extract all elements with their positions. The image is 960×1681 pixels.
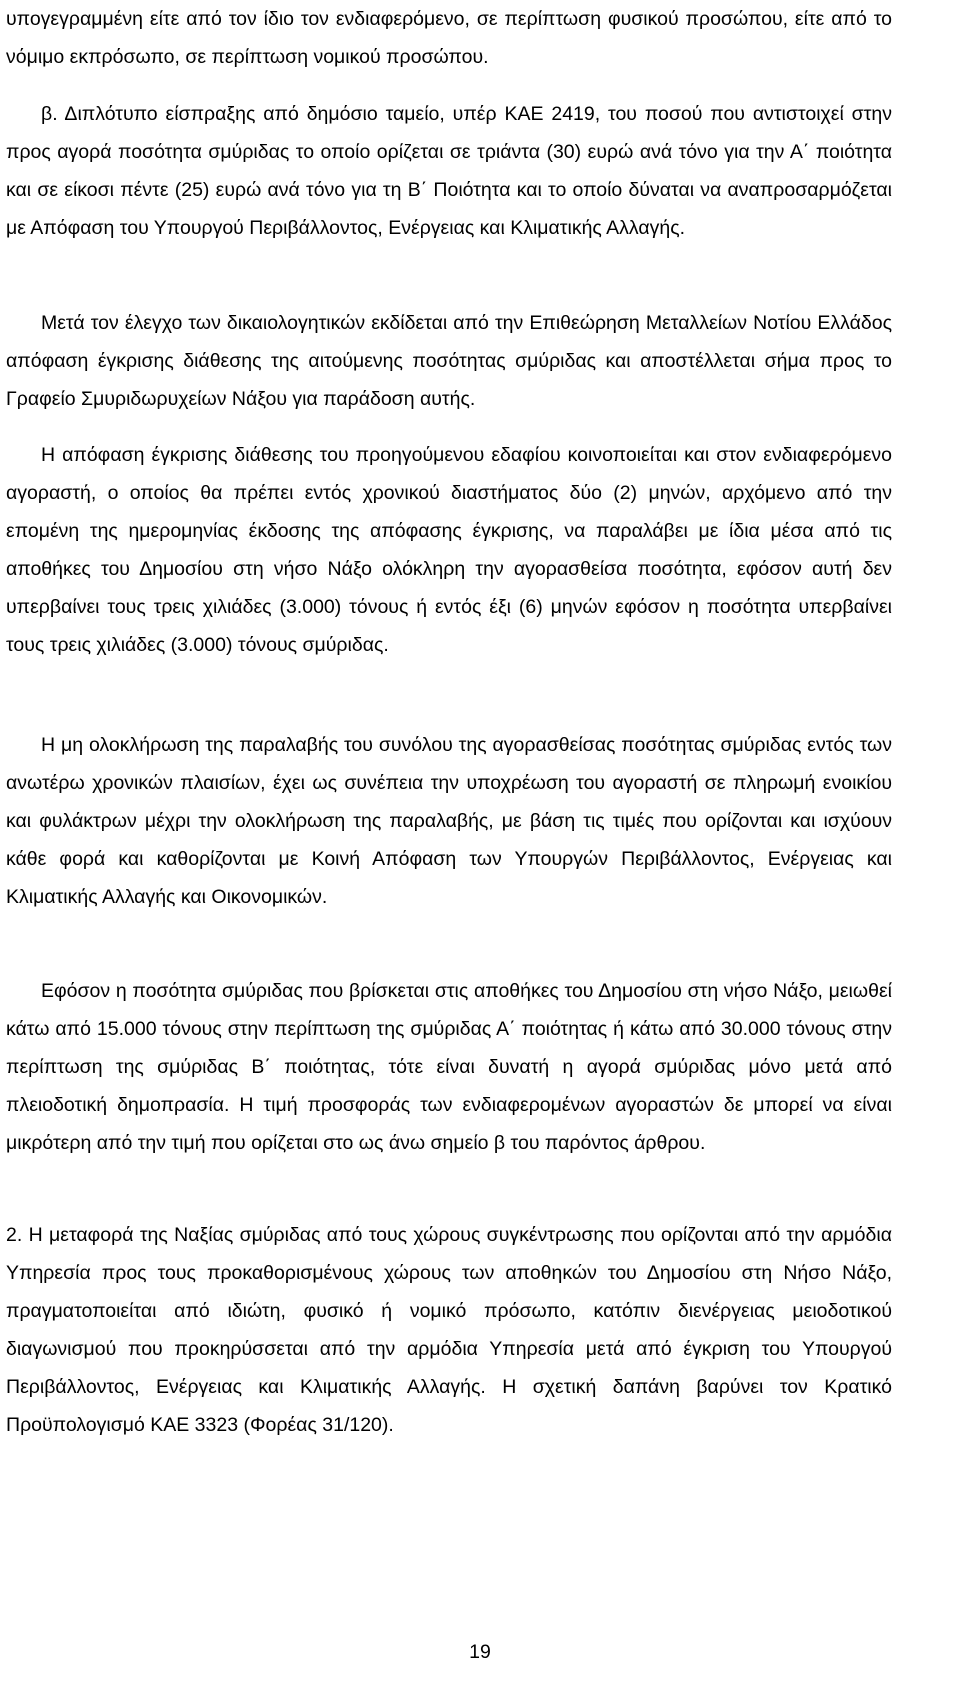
paragraph-intro-continuation: υπογεγραμμένη είτε από τον ίδιο τον ενδιαφερόμενο, σε περίπτωση φυσικού προσώπου, είτε από το νόμιμο εκπρόσωπο, σε περίπτωση νομικού προσώπου. xyxy=(6,8,892,68)
paragraph-point-b: β. Διπλότυπο είσπραξης από δημόσιο ταμείο, υπέρ ΚΑΕ 2419, του ποσού που αντιστοιχεί στην προς αγορά ποσότητα σμύριδας το οποίο ορίζεται σε τριάντα (30) ευρώ ανά τόνο για την Α΄ ποιότητα και σε είκοσι πέντε (25) ευρώ ανά τόνο για τη Β΄ Ποιότητα και το οποίο δύναται να αναπροσαρμόζεται με Απόφαση του Υπουργού Περιβάλλοντος, Ενέργειας και Κλιματικής Αλλαγής. xyxy=(6,103,892,239)
paragraph-non-receipt: Η μη ολοκλήρωση της παραλαβής του συνόλου της αγορασθείσας ποσότητας σμύριδας εντός των ανωτέρω χρονικών πλαισίων, έχει ως συνέπεια την υποχρέωση του αγοραστή σε πληρωμή ενοικίου και φυλάκτρων μέχρι την ολοκλήρωση της παραλαβής, με βάση τις τιμές που ορίζονται και ισχύουν κάθε φορά και καθορίζονται με Κοινή Απόφαση των Υπουργών Περιβάλλοντος, Ενέργειας και Κλιματικής Αλλαγής και Οικονομικών. xyxy=(6,734,892,908)
paragraph-document-check: Μετά τον έλεγχο των δικαιολογητικών εκδίδεται από την Επιθεώρηση Μεταλλείων Νοτίου Ελλάδος απόφαση έγκρισης διάθεσης της αιτούμενης ποσότητας σμύριδας και αποστέλλεται σήμα προς το Γραφείο Σμυριδωρυχείων Νάξου για παράδοση αυτής. xyxy=(6,312,892,410)
paragraph-transport: 2. Η μεταφορά της Ναξίας σμύριδας από τους χώρους συγκέντρωσης που ορίζονται από την αρμόδια Υπηρεσία προς τους προκαθορισμένους χώρους των αποθηκών του Δημοσίου στη Νήσο Νάξο, πραγματοποιείται από ιδιώτη, φυσικό ή νομικό πρόσωπο, κατόπιν διενέργειας μειοδοτικού διαγωνισμού που προκηρύσσεται από την αρμόδια Υπηρεσία μετά από έγκριση του Υπουργού Περιβάλλοντος, Ενέργειας και Κλιματικής Αλλαγής. Η σχετική δαπάνη βαρύνει τον Κρατικό Προϋπολογισμό ΚΑΕ 3323 (Φορέας 31/120). xyxy=(6,1224,892,1436)
paragraph-approval-decision: Η απόφαση έγκρισης διάθεσης του προηγούμενου εδαφίου κοινοποιείται και στον ενδιαφερόμενο αγοραστή, ο οποίος θα πρέπει εντός χρονικού διαστήματος δύο (2) μηνών, αρχόμενο από την επομένη της ημερομηνίας έκδοσης της απόφασης έγκρισης, να παραλάβει με ίδια μέσα από τις αποθήκες του Δημοσίου στη νήσο Νάξο ολόκληρη την αγορασθείσα ποσότητα, εφόσον αυτή δεν υπερβαίνει τους τρεις χιλιάδες (3.000) τόνους ή εντός έξι (6) μηνών εφόσον η ποσότητα υπερβαίνει τους τρεις χιλιάδες (3.000) τόνους σμύριδας. xyxy=(6,444,892,656)
page-number: 19 xyxy=(469,1641,491,1663)
paragraph-auction: Εφόσον η ποσότητα σμύριδας που βρίσκεται στις αποθήκες του Δημοσίου στη νήσο Νάξο, μειωθεί κάτω από 15.000 τόνους στην περίπτωση της σμύριδας Α΄ ποιότητας ή κάτω από 30.000 τόνους στην περίπτωση της σμύριδας Β΄ ποιότητας, τότε είναι δυνατή η αγορά σμύριδας μόνο μετά από πλειοδοτική δημοπρασία. Η τιμή προσφοράς των ενδιαφερομένων αγοραστών δε μπορεί να είναι μικρότερη από την τιμή που ορίζεται στο ως άνω σημείο β του παρόντος άρθρου. xyxy=(6,980,892,1154)
